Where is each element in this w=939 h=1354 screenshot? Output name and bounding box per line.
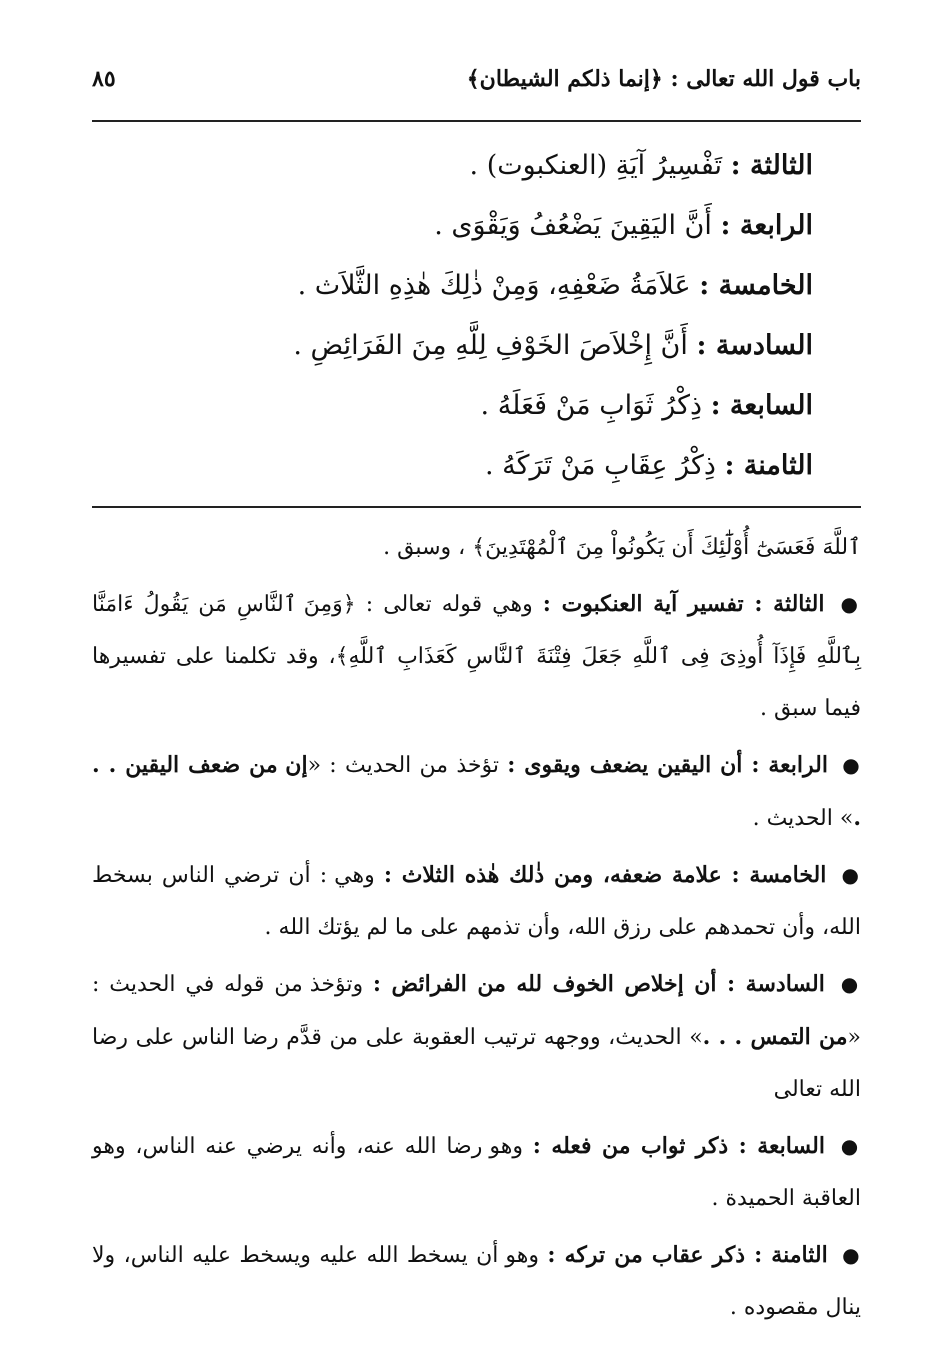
issue-text: ذِكْرُ ثَوَابِ مَنْ فَعَلَهُ .: [480, 390, 702, 421]
para-text: وهو رضا الله عنه، وأنه يرضي عنه الناس، وهو العاقبة الحميدة .: [92, 1134, 861, 1211]
commentary-fifth: [92, 849, 861, 954]
bullet-icon: ●: [842, 1243, 861, 1267]
issue-item: [193, 380, 813, 440]
issue-text: تَفْسِيرُ آيَةِ (العنكبوت) .: [469, 150, 723, 181]
issue-text: أَنَّ اليَقِينَ يَضْعُفُ وَيَقْوَى .: [434, 210, 712, 241]
para-text: وهي : أن ترضي الناس بسخط الله، وأن تحمدهم على رزق الله، وأن تذمهم على ما لم يؤتك الله .: [92, 863, 861, 940]
para-text: وهي قوله تعالى :: [365, 592, 533, 617]
para-text: ، وقد تكلمنا على تفسيرها فيما سبق .: [92, 644, 861, 721]
issue-ordinal: السابعة :: [710, 390, 813, 421]
commentary-seventh: [92, 1120, 861, 1225]
bullet-icon: ●: [842, 753, 862, 777]
commentary-eighth: [92, 1229, 861, 1334]
issue-text: عَلاَمَةُ ضَعْفِهِ، وَمِنْ ذٰلِكَ هٰذِهِ الثَّلاَث .: [297, 270, 691, 301]
para-text: تؤخذ من الحديث : «: [307, 753, 499, 778]
running-title: باب قول الله تعالى : ﴿إنما ذلكم الشيطان﴾: [466, 66, 861, 92]
bullet-icon: ●: [840, 592, 862, 616]
hadith-quote: من التمس . . .: [702, 1024, 848, 1050]
hadith-quote: إن من ضعف اليقين . . .: [92, 752, 861, 831]
para-heading: الرابعة : أن اليقين يضعف ويقوى :: [507, 752, 828, 778]
issues-list: [193, 140, 813, 500]
intro-tail: ، وسبق .: [383, 535, 466, 560]
issue-ordinal: الخامسة :: [699, 270, 813, 301]
para-heading: السابعة : ذكر ثواب من فعله :: [532, 1133, 825, 1159]
para-heading: الخامسة : علامة ضعفه، ومن ذٰلك هٰذه الثلاث :: [383, 862, 827, 888]
para-heading: الثامنة : ذكر عقاب من تركه :: [547, 1242, 828, 1268]
commentary-intro: [92, 522, 861, 574]
page-number: ٨٥: [92, 66, 116, 92]
commentary-sixth: [92, 958, 861, 1116]
para-text: وهو أن يسخط الله عليه ويسخط عليه الناس، ولا ينال مقصوده .: [92, 1243, 861, 1320]
issue-ordinal: الثامنة :: [724, 450, 813, 481]
para-text: » الحديث .: [752, 806, 854, 831]
para-text: » الحديث، ووجهه ترتيب العقوبة على من قدَّم رضا الناس على رضا الله تعالى: [92, 1025, 861, 1102]
bullet-icon: ●: [840, 1134, 862, 1158]
bullet-icon: ●: [841, 863, 861, 887]
issue-item: [193, 260, 813, 320]
quran-verse: ٱللَّهَ فَعَسَىٰٓ أُوْلَٰٓئِكَ أَن يَكُونُواْ مِنَ ٱلْمُهْتَدِينَ﴾: [472, 535, 861, 560]
para-heading: السادسة : أن إخلاص الخوف لله من الفرائض :: [372, 971, 825, 997]
para-heading: الثالثة : تفسير آية العنكبوت :: [542, 591, 825, 617]
quran-verse: ﴿وَمِنَ ٱلنَّاسِ مَن يَقُولُ ءَامَنَّا بِٱللَّهِ فَإِذَآ أُوذِىَ فِى ٱللَّهِ جَعَلَ فِتْنَةَ ٱلنَّاسِ كَعَذَابِ ٱللَّهِ﴾: [92, 592, 861, 669]
para-text: وتؤخذ من قوله في الحديث : «: [92, 972, 861, 1050]
commentary: [92, 522, 861, 1338]
header-divider: [92, 120, 861, 122]
issue-text: أَنَّ إِخْلاَصَ الخَوْفِ لِلَّهِ مِنَ الفَرَائِضِ .: [293, 330, 688, 361]
issue-ordinal: الثالثة :: [730, 150, 813, 181]
commentary-fourth: [92, 739, 861, 845]
issue-item: [193, 320, 813, 380]
issue-ordinal: الرابعة :: [720, 210, 813, 241]
issue-ordinal: السادسة :: [696, 330, 813, 361]
commentary-third: [92, 578, 861, 735]
issue-item: [193, 200, 813, 260]
issue-item: [193, 140, 813, 200]
bullet-icon: ●: [840, 972, 861, 996]
issue-text: ذِكْرُ عِقَابِ مَنْ تَرَكَهُ .: [484, 450, 716, 481]
page-header: [92, 60, 861, 104]
footnote-divider: [92, 506, 861, 508]
issue-item: [193, 440, 813, 500]
